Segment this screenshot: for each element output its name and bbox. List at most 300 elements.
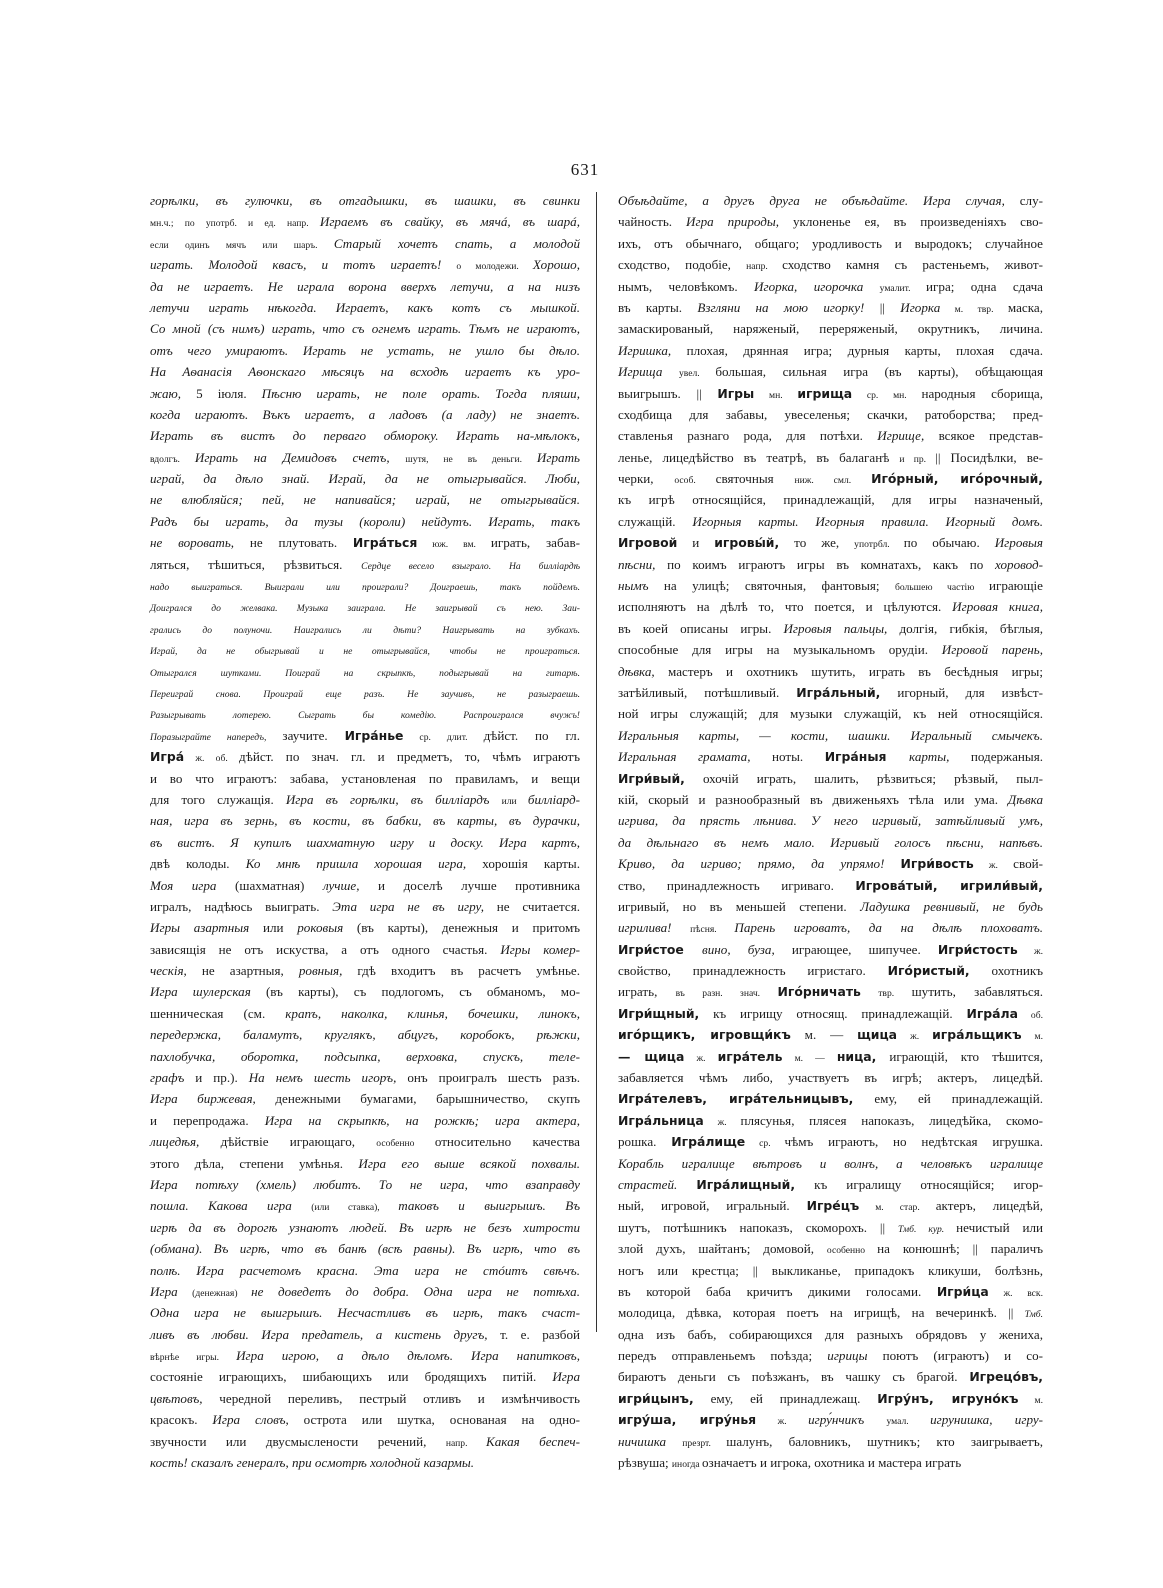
- text-line: [618, 1174, 1043, 1195]
- headword: Игóристый,: [887, 963, 970, 979]
- text-segment: ленье, лицедѣйство въ театрѣ, въ балаганѣ: [618, 449, 900, 465]
- text-segment: вино, буза,: [702, 941, 792, 957]
- text-line: [150, 682, 580, 703]
- text-line: [150, 832, 580, 853]
- text-line: [618, 554, 1043, 575]
- text-segment: и во что играютъ: забава, установленая по правиламъ, и вещи: [150, 770, 580, 786]
- text-line: [150, 233, 580, 254]
- text-segment: мастеръ и охотникъ шутить, играть въ бесѣдныя игры;: [668, 663, 1043, 679]
- text-segment: таковъ и выигрышъ. Въ: [398, 1198, 580, 1214]
- text-line: [150, 554, 580, 575]
- text-segment: Игришка,: [618, 342, 687, 358]
- text-segment: означаетъ и игрока, охотника и мастера играть: [701, 1455, 962, 1471]
- text-segment: не азартныя,: [201, 963, 299, 979]
- text-segment: Игра въ горѣлки, въ билліардъ: [285, 791, 502, 807]
- headword: Игра́: [150, 749, 185, 765]
- text-segment: Тмб. кур.: [898, 1223, 957, 1235]
- text-segment: да дѣльнаго въ немъ мало. Игривый голосъ пѣсни, напѣвъ.: [618, 834, 1043, 850]
- text-line: [150, 960, 580, 981]
- text-line: [150, 1409, 580, 1430]
- text-line: [150, 1345, 580, 1366]
- text-segment: Игорка: [900, 299, 941, 315]
- text-segment: или: [501, 795, 528, 807]
- text-segment: актеръ, лицедѣй,: [935, 1198, 1044, 1214]
- text-line: [150, 297, 580, 318]
- text-segment: иногда: [671, 1459, 702, 1471]
- text-segment: мн.: [754, 389, 798, 401]
- text-line: [150, 768, 580, 789]
- headword: щица: [644, 1048, 685, 1064]
- text-segment: ничишка: [618, 1433, 683, 1449]
- text-segment: Моя игра: [150, 877, 235, 893]
- text-line: [618, 276, 1043, 297]
- dictionary-column-left: [150, 190, 581, 1471]
- text-segment: замаскированый, наряженый, переряженый, окрутникъ, личина.: [618, 321, 1043, 337]
- text-line: [618, 768, 1043, 789]
- text-segment: нечистый или: [956, 1219, 1044, 1235]
- text-segment: Игра шулерская: [150, 984, 266, 1000]
- headword: игóрщикъ, игровщи́къ: [618, 1027, 791, 1043]
- text-segment: Игральная грамата,: [618, 749, 772, 765]
- text-line: [150, 1153, 580, 1174]
- text-segment: Игра потѣху (хмель) любитъ. То не игра, что взаправду: [150, 1176, 580, 1192]
- text-segment: умалит.: [879, 282, 927, 294]
- text-segment: билліард-: [527, 791, 580, 807]
- text-segment: игорный, для извѣст-: [880, 684, 1043, 700]
- headword: игра́льщикъ: [932, 1027, 1022, 1043]
- text-segment: шутить, забавляться.: [911, 984, 1043, 1000]
- text-segment: дѣйст. по гл.: [483, 727, 580, 743]
- text-segment: Игры азартныя: [150, 920, 263, 936]
- text-segment: къ игрѣ относящійся, принадлежащій, для игры назначеный,: [618, 492, 1043, 508]
- text-segment: святочныя: [715, 471, 795, 487]
- text-segment: передъ отправленьемъ поѣзда;: [618, 1348, 828, 1364]
- text-segment: и перепродажа.: [150, 1112, 265, 1128]
- text-segment: особ.: [674, 475, 716, 487]
- text-segment: На Аѳанасія Аѳонскаго мѣсяцъ на всходѣ играетъ къ уро-: [150, 364, 580, 380]
- text-segment: кость! сказалъ генералъ, при осмотрѣ холодной казармы.: [150, 1455, 475, 1471]
- text-segment: (или ставка),: [311, 1202, 399, 1214]
- text-segment: кій, скорый и разнообразный въ движеньяхъ тѣла или ума.: [618, 791, 1008, 807]
- text-segment: графъ: [150, 1070, 196, 1086]
- text-line: [618, 383, 1043, 404]
- text-segment: 5 іюля.: [196, 385, 262, 401]
- headword: Игра́ться: [352, 535, 418, 551]
- text-segment: Играть: [536, 449, 580, 465]
- text-line: [618, 832, 1043, 853]
- text-segment: Игровыя пальцы,: [783, 620, 900, 636]
- text-segment: горѣлки, въ гулючки, въ отгадышки, въ шашки, въ свинки: [150, 193, 580, 208]
- text-segment: слу-: [1019, 193, 1043, 208]
- text-segment: Одна игра не выигрышъ. Несчастливъ въ игрѣ, такъ счаст-: [150, 1305, 580, 1321]
- text-segment: онъ проигралъ шесть разъ.: [407, 1070, 580, 1086]
- text-line: [618, 939, 1043, 960]
- headword: игру́ша, игру́нья: [618, 1412, 757, 1428]
- text-line: [618, 1409, 1043, 1430]
- text-segment: игрива, да прясть лѣнива. У него игривый, затѣйливый умъ,: [618, 813, 1043, 829]
- text-segment: ставленья разнаго рода, для потѣхи.: [618, 428, 878, 444]
- text-segment: не влюбляйся; пей, не напивайся; играй, не отыгрывайся.: [150, 492, 580, 508]
- text-segment: Игрища: [618, 364, 679, 380]
- text-line: [618, 703, 1043, 724]
- text-line: [618, 1431, 1043, 1452]
- text-line: [618, 1260, 1043, 1281]
- headword: Игрова́тый, игрили́вый,: [855, 877, 1043, 893]
- headword: Игра́льный,: [796, 684, 881, 700]
- text-segment: Отыгрался шутками. Поиграй на скрыпкѣ, подыгрывай на гитарѣ.: [150, 667, 580, 679]
- text-segment: охотникъ: [969, 963, 1043, 979]
- text-line: [150, 1388, 580, 1409]
- text-line: [150, 596, 580, 617]
- text-line: [618, 1366, 1043, 1387]
- text-line: [618, 1046, 1043, 1067]
- text-segment: играть. Молодой квасъ, и тотъ играетъ!: [150, 257, 457, 273]
- text-segment: передержка, баламутъ, круглякъ, абцугъ, коробокъ, рѣжки,: [150, 1027, 580, 1043]
- text-segment: Ко мнѣ пришла хорошая игра,: [245, 856, 483, 872]
- headword: Игра́телевъ, игра́тельницывъ,: [618, 1091, 854, 1107]
- text-segment: ниж. смл.: [794, 475, 872, 487]
- text-line: [150, 1302, 580, 1323]
- text-segment: пѣсня.: [690, 924, 735, 936]
- text-segment: если одинъ мячъ или шаръ.: [150, 239, 334, 251]
- text-segment: звучности или двусмыслености речений,: [150, 1433, 446, 1449]
- text-line: [618, 960, 1043, 981]
- text-segment: длит.: [446, 731, 484, 743]
- text-segment: особенно: [826, 1245, 878, 1257]
- text-segment: лицедѣя,: [150, 1134, 221, 1150]
- text-segment: относительно качества: [434, 1134, 580, 1150]
- headword: Игре́цъ: [806, 1198, 860, 1214]
- text-line: [150, 853, 580, 874]
- text-segment: ровныя,: [298, 963, 358, 979]
- text-line: [618, 318, 1043, 339]
- text-line: [150, 425, 580, 446]
- text-line: [150, 875, 580, 896]
- text-segment: вѣрнѣе игры.: [150, 1352, 237, 1364]
- headword: Игри́стость: [937, 941, 1018, 957]
- text-segment: На немъ шесть игоръ,: [248, 1070, 408, 1086]
- text-segment: ство, принадлежность игриваго.: [618, 877, 856, 893]
- text-segment: въ разн. знач.: [675, 988, 778, 1000]
- text-line: [150, 725, 580, 746]
- headword: игра́тель: [717, 1048, 783, 1064]
- text-segment: ему, ей принадлежащ.: [693, 1390, 878, 1406]
- text-line: [618, 1302, 1043, 1323]
- text-segment: полѣ. Игра расчетомъ красна. Эта игра не стóитъ свѣчъ.: [150, 1262, 580, 1278]
- text-segment: ср. мн.: [852, 389, 922, 401]
- text-segment: красокъ.: [150, 1412, 213, 1428]
- text-line: [150, 383, 580, 404]
- text-line: [618, 1281, 1043, 1302]
- text-segment: въ карты.: [618, 299, 698, 315]
- text-line: [618, 575, 1043, 596]
- text-segment: Игровыя: [994, 535, 1043, 551]
- text-line: [150, 703, 580, 724]
- text-line: [618, 725, 1043, 746]
- text-line: [150, 746, 580, 767]
- text-segment: хорошія карты.: [482, 856, 580, 872]
- text-line: [618, 233, 1043, 254]
- text-segment: цвѣтовъ,: [150, 1390, 220, 1406]
- text-segment: подержаныя.: [970, 749, 1044, 765]
- text-segment: ему, ей принадлежащій.: [853, 1091, 1043, 1107]
- text-line: [618, 1131, 1043, 1152]
- text-segment: то же,: [779, 535, 855, 551]
- text-segment: напр.: [746, 261, 783, 273]
- text-segment: вдолгъ.: [150, 453, 195, 465]
- text-segment: т. е. разбой: [500, 1326, 580, 1342]
- text-segment: Со мной (съ нимъ) играть, что съ огнемъ играть. Тѣмъ не играютъ,: [150, 321, 580, 337]
- text-line: [150, 1024, 580, 1045]
- text-segment: сходство, подобіе,: [618, 257, 747, 273]
- text-line: [618, 1195, 1043, 1216]
- text-segment: Взгляни на мою игорку!: [697, 299, 880, 315]
- text-line: [150, 318, 580, 339]
- headword: Игра́льница: [618, 1112, 704, 1128]
- text-line: [150, 810, 580, 831]
- text-segment: игру́нчикъ: [808, 1412, 887, 1428]
- text-segment: этого дѣла, степени умѣнья.: [150, 1155, 359, 1171]
- text-segment: чѣмъ играютъ, но недѣтская игрушка.: [784, 1134, 1043, 1150]
- text-segment: состояніе играющихъ, шибающихъ или бродящихъ питій.: [150, 1369, 553, 1385]
- text-segment: шутя, не въ деньги.: [405, 453, 537, 465]
- text-segment: способные для игры на музыкальномъ орудіи.: [618, 642, 942, 658]
- text-segment: плясунья, плясея напоказъ, лицедѣйка, скомо-: [740, 1112, 1043, 1128]
- headword: игрища: [797, 385, 853, 401]
- text-segment: шалунъ, баловникъ, шутникъ; кто заигрываетъ,: [726, 1433, 1043, 1449]
- text-line: [618, 1345, 1043, 1366]
- text-line: [618, 981, 1043, 1002]
- text-segment: Какая беспеч-: [486, 1433, 580, 1449]
- headword: щица: [857, 1027, 898, 1043]
- text-line: [618, 425, 1043, 446]
- text-segment: ная, игра въ зернь, въ кости, въ бабки, въ карты, въ дурачки,: [150, 813, 580, 829]
- text-line: [618, 447, 1043, 468]
- text-segment: не воровать,: [150, 535, 250, 551]
- text-segment: Игра на скрыпкѣ, на рожкѣ; игра актера,: [264, 1112, 581, 1128]
- text-segment: денежными бумагами, барышничество, скупъ: [275, 1091, 580, 1107]
- text-segment: Игра биржевая,: [150, 1091, 276, 1107]
- text-segment: и пр.: [899, 453, 936, 465]
- text-segment: Игры комер-: [500, 941, 580, 957]
- text-segment: отъ чего умираютъ. Играть не устать, не ушло бы дѣло.: [150, 342, 580, 358]
- text-segment: всякое представ-: [938, 428, 1043, 444]
- text-segment: Доигрался до желвака. Музыка заиграла. Не заигрывай съ нею. Заи-: [150, 603, 580, 615]
- text-segment: Сердце весело взыграло. На билліардѣ: [361, 560, 580, 572]
- text-segment: ческія,: [150, 963, 202, 979]
- text-segment: ляться, тѣшиться, рѣзвиться.: [150, 556, 362, 572]
- text-segment: чередной переливъ, пестрый отливъ и измѣнчивость: [219, 1390, 581, 1406]
- text-segment: (въ карты), съ подлогомъ, съ обманомъ, мо-: [265, 984, 580, 1000]
- headword: —: [618, 1048, 645, 1064]
- text-segment: Игра словъ,: [212, 1412, 304, 1428]
- text-segment: забавляется чѣмъ либо, участвуетъ въ игрѣ; актеръ, лицедѣй.: [618, 1070, 1043, 1086]
- text-line: [618, 1003, 1043, 1024]
- page-number: 631: [570, 160, 600, 179]
- text-segment: Разыгрывать лотерею. Сыграть бы комедію. Распроигрался вчужъ!: [150, 710, 580, 722]
- text-line: [150, 1046, 580, 1067]
- text-segment: свойство, принадлежность игристаго.: [618, 963, 888, 979]
- text-segment: юж. вм.: [417, 539, 491, 551]
- text-segment: охочій играть, шалить, рѣзвиться; рѣзвый, пыл-: [684, 770, 1043, 786]
- text-line: [150, 190, 580, 211]
- text-segment: ногъ или крестца; || выкликанье, припадокъ кликуши, болѣзнь,: [618, 1262, 1043, 1278]
- text-line: [618, 340, 1043, 361]
- text-line: [150, 1174, 580, 1195]
- text-segment: рѣзвуша;: [618, 1455, 672, 1471]
- text-segment: Объѣдайте, а другъ друга не объѣдайте. Игра случая,: [618, 193, 1020, 208]
- text-segment: ср.: [745, 1138, 785, 1150]
- text-segment: пахлобучка, оборотка, подсыпка, верховка, спускъ, теле-: [150, 1048, 580, 1064]
- text-segment: дѣвка,: [618, 663, 668, 679]
- text-segment: м.: [1021, 1031, 1044, 1043]
- text-line: [150, 532, 580, 553]
- text-segment: играющіе: [988, 578, 1043, 594]
- text-line: [150, 468, 580, 489]
- text-line: [150, 489, 580, 510]
- text-segment: ж.: [897, 1031, 933, 1043]
- text-line: [150, 340, 580, 361]
- text-segment: м. —: [790, 1027, 858, 1043]
- text-line: [618, 489, 1043, 510]
- text-segment: Играть на Демидовъ счетъ,: [194, 449, 406, 465]
- text-segment: Пѣсню играть, не поле орать. Тогда пляши,: [261, 385, 580, 401]
- text-segment: презрт.: [682, 1437, 727, 1449]
- text-segment: Игральныя карты, — кости, шашки. Игральный смычекъ.: [618, 727, 1043, 743]
- text-segment: бираютъ деньги съ поѣзжанъ, въ чашку съ брагой.: [618, 1369, 970, 1385]
- text-line: [618, 1024, 1043, 1045]
- text-line: [618, 1238, 1043, 1259]
- text-segment: и: [677, 535, 715, 551]
- headword: Игрецо́въ,: [969, 1369, 1043, 1385]
- text-line: [150, 896, 580, 917]
- text-segment: Игорныя карты. Игорныя правила. Игорный домъ.: [692, 513, 1043, 529]
- text-line: [618, 1110, 1043, 1131]
- text-segment: игра; одна сдача: [926, 278, 1043, 294]
- text-line: [618, 596, 1043, 617]
- text-segment: ж.: [756, 1416, 809, 1428]
- text-segment: долгія, гибкія, бѣглыя,: [899, 620, 1043, 636]
- text-segment: игрилива!: [618, 920, 691, 936]
- text-segment: къ игралищу относящійся; игор-: [795, 1176, 1043, 1192]
- text-line: [150, 1281, 580, 1302]
- text-line: [618, 661, 1043, 682]
- text-segment: умал.: [886, 1416, 931, 1428]
- text-line: [618, 618, 1043, 639]
- text-segment: грались до полуночи. Наигрались ли дѣти? Наигрывать на зубкахъ.: [150, 624, 580, 636]
- text-segment: большая, сильная игра (въ карты), обѣщающая: [715, 364, 1043, 380]
- text-segment: Хорошо,: [532, 257, 580, 273]
- text-segment: надо выиграться. Выиграли или проиграли? Доиграешь, такъ пойдемъ.: [150, 582, 580, 594]
- text-segment: сходство камня съ растеньемъ, живот-: [782, 257, 1043, 273]
- text-segment: Дѣвка: [1007, 791, 1043, 807]
- text-segment: Эта игра не въ игру,: [332, 898, 497, 914]
- text-segment: рошка.: [618, 1134, 672, 1150]
- text-line: [618, 468, 1043, 489]
- text-segment: играй, да дѣло знай. Играй, да не отыгрывайся. Люби,: [150, 471, 580, 487]
- text-line: [150, 254, 580, 275]
- text-line: [150, 211, 580, 232]
- headword: Игры: [717, 385, 755, 401]
- text-segment: служащій.: [618, 513, 693, 529]
- text-segment: когда играютъ. Въкъ играетъ, а ладовъ (а ладу) не знаетъ.: [150, 406, 580, 422]
- text-segment: гдѣ входитъ въ расчетъ умѣнье.: [357, 963, 581, 979]
- headword: Игра́лище: [671, 1134, 746, 1150]
- text-segment: Игра его выше всякой похвалы.: [358, 1155, 580, 1171]
- text-segment: Переиграй снова. Проиграй еще разъ. Не заучивъ, не разыграешь.: [150, 688, 580, 700]
- column-divider: [596, 192, 597, 1332]
- text-segment: исполняютъ на дѣлѣ то, что поется, и цѣлуются.: [618, 599, 953, 615]
- text-line: [150, 639, 580, 660]
- text-segment: игрицы: [827, 1348, 883, 1364]
- text-segment: не доведетъ до добра. Одна игра не потѣха.: [251, 1283, 580, 1299]
- headword: Игра́ла: [966, 1005, 1018, 1021]
- text-segment: на конюшнѣ; || параличъ: [877, 1241, 1043, 1257]
- text-segment: плохая, дрянная игра; дурныя карты, плохая сдача.: [686, 342, 1043, 358]
- text-segment: Игорка, игорочка: [754, 278, 880, 294]
- text-segment: мн.ч.; по употрб. и ед. напр.: [150, 218, 320, 230]
- text-segment: затѣйливый, потѣшливый.: [618, 684, 797, 700]
- text-segment: (шахматная): [235, 877, 323, 893]
- text-segment: жаю,: [150, 385, 197, 401]
- text-segment: вск.: [1027, 1287, 1043, 1299]
- text-segment: увел.: [678, 368, 716, 380]
- text-segment: заучите.: [282, 727, 345, 743]
- text-segment: по коимъ играютъ игры въ комнатахъ, какъ по: [667, 556, 995, 572]
- headword: ница,: [836, 1048, 877, 1064]
- text-segment: Игра игрою, а дѣло дѣломъ. Игра напитковъ,: [236, 1348, 580, 1364]
- text-segment: страстей.: [618, 1176, 697, 1192]
- text-segment: ный, игровой, игральный.: [618, 1198, 807, 1214]
- text-segment: ж.: [684, 1052, 718, 1064]
- headword: Игри́стое: [618, 941, 703, 957]
- text-segment: ихъ, отъ обычнаго, общаго; уродливость и выродокъ; случайное: [618, 235, 1043, 251]
- text-segment: не плутовать.: [249, 535, 353, 551]
- text-segment: молодица, дѣвка, которая поетъ на игрищѣ, на вечеринкѣ. ||: [618, 1305, 1025, 1321]
- text-segment: Игрище,: [877, 428, 939, 444]
- text-segment: выигрышъ. ||: [618, 385, 718, 401]
- headword: Игра́лищный,: [696, 1176, 796, 1192]
- text-line: [150, 361, 580, 382]
- text-segment: нымъ, человѣкомъ.: [618, 278, 755, 294]
- text-segment: игривый, но въ меньшей степени.: [618, 898, 861, 914]
- text-line: [618, 917, 1043, 938]
- text-line: [150, 1366, 580, 1387]
- text-line: [150, 1431, 580, 1452]
- headword: игровы́й,: [714, 535, 780, 551]
- headword: игри́цынъ,: [618, 1390, 694, 1406]
- text-segment: черки,: [618, 471, 675, 487]
- text-line: [150, 939, 580, 960]
- text-segment: для того служащія.: [150, 791, 286, 807]
- text-segment: шенническая (см.: [150, 1005, 286, 1021]
- text-line: [150, 1452, 580, 1473]
- text-segment: ||: [879, 299, 901, 315]
- text-segment: пѣсни,: [618, 556, 668, 572]
- text-line: [618, 1088, 1043, 1109]
- text-segment: одна изъ бабъ, собирающихся для разныхъ обрядовъ у жениха,: [618, 1326, 1043, 1342]
- text-segment: лучше,: [322, 877, 379, 893]
- text-segment: Корабль игралище вѣтровъ и волнъ, а человѣкъ игралище: [618, 1155, 1043, 1171]
- headword: Игру́нъ, игруно́къ: [877, 1390, 1019, 1406]
- text-line: [150, 1131, 580, 1152]
- text-segment: большею частію: [894, 582, 989, 594]
- text-segment: Радъ бы играть, да тузы (короли) нейдутъ. Играть, такъ: [150, 513, 580, 529]
- text-segment: играть,: [618, 984, 676, 1000]
- text-segment: о молодежи.: [456, 261, 533, 273]
- text-segment: ж.: [1017, 945, 1044, 957]
- text-line: [150, 1003, 580, 1024]
